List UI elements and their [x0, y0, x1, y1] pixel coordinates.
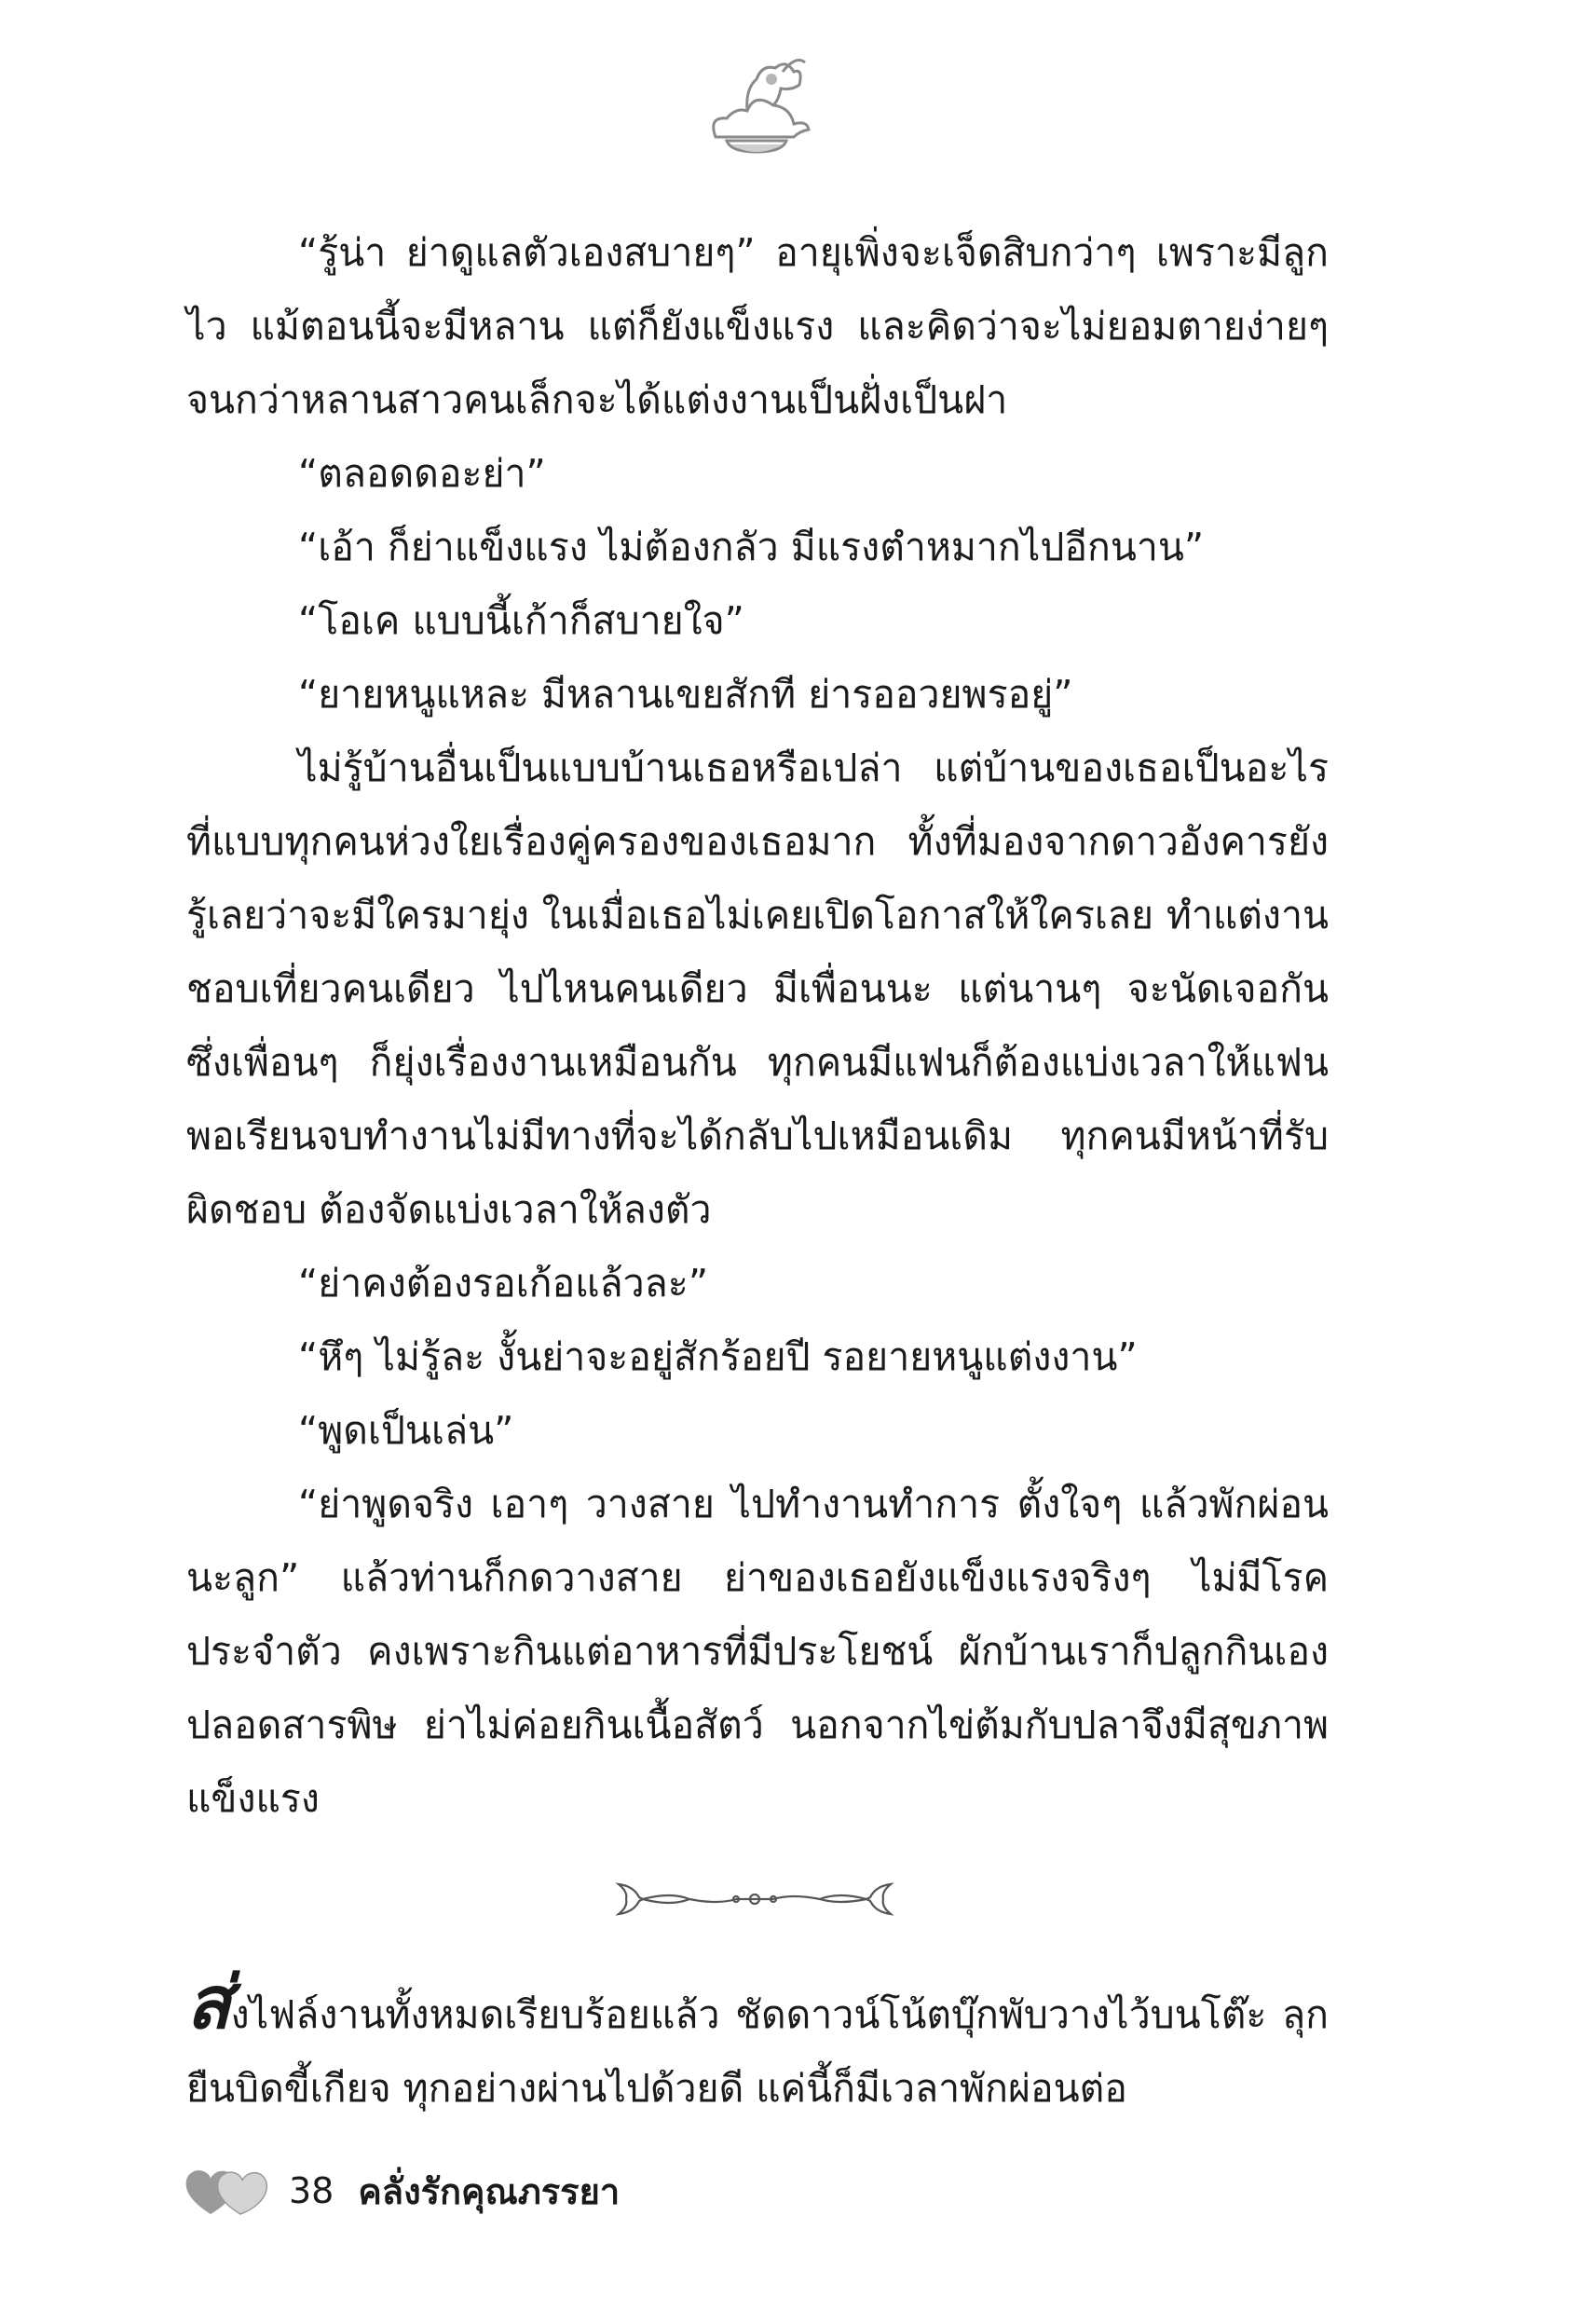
drop-cap: ส่: [186, 1962, 231, 2045]
scroll-divider-icon: [615, 1871, 894, 1927]
dialogue-line: “ตลอดดอะย่า”: [298, 451, 546, 496]
main-text: [186, 216, 1329, 1836]
genie-lamp-icon: [689, 51, 820, 163]
dialogue-line: “ย่าคงต้องรอเก้อแล้วละ”: [298, 1261, 709, 1306]
paragraph: [186, 1962, 1329, 2126]
paragraph: “ย่าพูดจริง เอาๆ วางสาย ไปทำงานทำการ ตั้งใจๆ แล้วพักผ่อนนะลูก” แล้วท่านก็กดวางสาย ย่าของเธอยังแข็งแรงจริงๆ ไม่มีโรคประจำตัว คงเพราะกินแต่อาหารที่มีประโยชน์ ผักบ้านเราก็ปลูกกินเองปลอดสารพิษ ย่าไม่ค่อยกินเนื้อสัตว์ นอกจากไข่ต้มกับปลาจึงมีสุขภาพแข็งแรง: [186, 1482, 1329, 1821]
page-footer: [183, 2158, 620, 2223]
dialogue-line: “เอ้า ก็ย่าแข็งแรง ไม่ต้องกลัว มีแรงตำหมากไปอีกนาน”: [298, 525, 1205, 569]
page-number: 38: [289, 2170, 334, 2211]
book-title: คลั่งรักคุณภรรยา: [358, 2170, 621, 2212]
dialogue-line: “พูดเป็นเล่น”: [298, 1408, 514, 1453]
dialogue-line: “หึๆ ไม่รู้ละ งั้นย่าจะอยู่สักร้อยปี รอยายหนูแต่งงาน”: [298, 1334, 1138, 1379]
section-two-text: [186, 1962, 1329, 2126]
double-heart-icon: [183, 2164, 268, 2218]
paragraph-text: งไฟล์งานทั้งหมดเรียบร้อยแล้ว ชัดดาวน์โน้ตบุ๊กพับวางไว้บนโต๊ะ ลุกยืนบิดขี้เกียจ ทุกอย่างผ่านไปด้วยดี แค่นี้ก็มีเวลาพักผ่อนต่อ: [186, 1992, 1329, 2111]
dialogue-line: “ยายหนูแหละ มีหลานเขยสักที ย่ารออวยพรอยู่”: [298, 672, 1073, 717]
paragraph: “รู้น่า ย่าดูแลตัวเองสบายๆ” อายุเพิ่งจะเจ็ดสิบกว่าๆ เพราะมีลูกไว แม้ตอนนี้จะมีหลาน แต่ก็ยังแข็งแรง และคิดว่าจะไม่ยอมตายง่ายๆ จนกว่าหลานสาวคนเล็กจะได้แต่งงานเป็นฝั่งเป็นฝา: [186, 230, 1329, 422]
dialogue-line: “โอเค แบบนี้เก้าก็สบายใจ”: [298, 598, 744, 643]
paragraph: ไม่รู้บ้านอื่นเป็นแบบบ้านเธอหรือเปล่า แต่บ้านของเธอเป็นอะไรที่แบบทุกคนห่วงใยเรื่องคู่ครองของเธอมาก ทั้งที่มองจากดาวอังคารยังรู้เลยว่าจะมีใครมายุ่ง ในเมื่อเธอไม่เคยเปิดโอกาสให้ใครเลย ทำแต่งาน ชอบเที่ยวคนเดียว ไปไหนคนเดียว มีเพื่อนนะ แต่นานๆ จะนัดเจอกัน ซึ่งเพื่อนๆ ก็ยุ่งเรื่องงานเหมือนกัน ทุกคนมีแฟนก็ต้องแบ่งเวลาให้แฟน พอเรียนจบทำงานไม่มีทางที่จะได้กลับไปเหมือนเดิม ทุกคนมีหน้าที่รับผิดชอบ ต้องจัดแบ่งเวลาให้ลงตัว: [186, 745, 1329, 1232]
